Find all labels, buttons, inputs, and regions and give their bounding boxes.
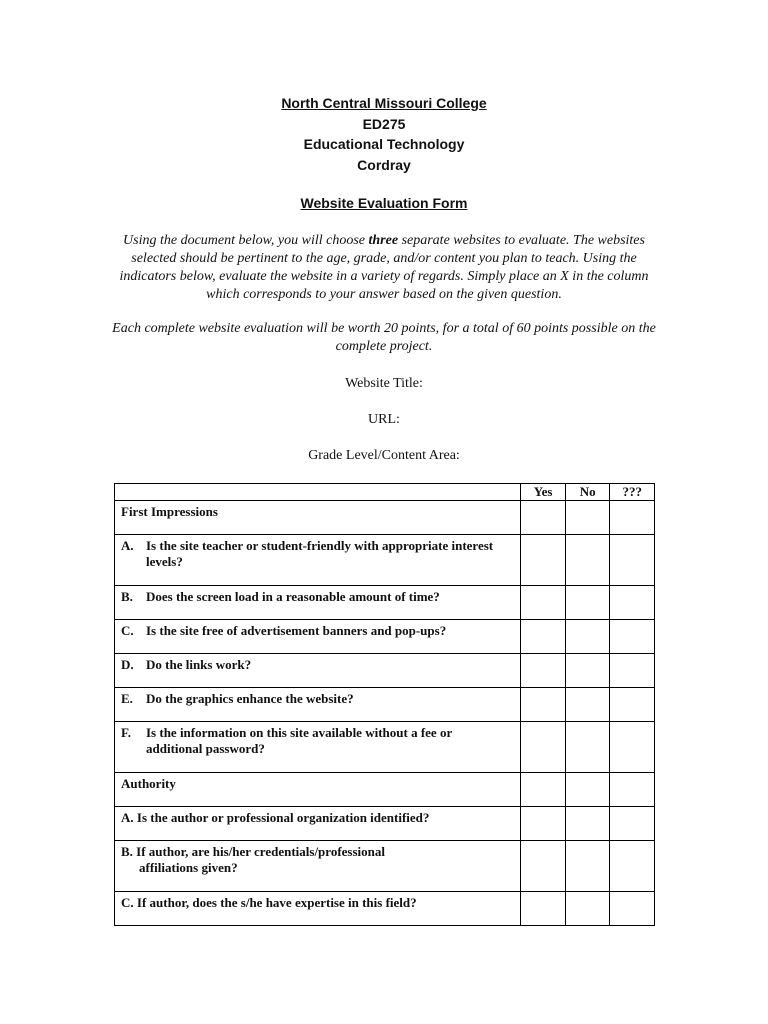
question-letter: F. [121, 725, 131, 740]
question-letter: B. [121, 844, 133, 859]
unsure-cell[interactable] [610, 535, 655, 586]
no-column-header: No [565, 484, 610, 501]
instructions [108, 232, 660, 372]
yes-cell[interactable] [521, 773, 566, 807]
grade-level-field: Grade Level/Content Area: [308, 448, 460, 463]
question-fi-f [115, 722, 521, 773]
question-auth-a [115, 807, 521, 841]
url-field: URL: [368, 412, 400, 427]
question-letter: C. [121, 623, 134, 638]
instructions-emphasis: three [368, 233, 399, 248]
college-name: North Central Missouri College [281, 95, 487, 111]
no-cell[interactable] [565, 722, 610, 773]
yes-cell[interactable] [521, 501, 566, 535]
instructions-text-end: separate websites to evaluate. The websites selected should be pertinent to the age, grade, and/or content you plan to teach. Using the indicators below, evaluate the website in a variety of regards. Simply place an X in the column which corresponds to your answer based on the given question. [119, 233, 649, 302]
no-cell[interactable] [565, 773, 610, 807]
question-letter: D. [121, 657, 134, 672]
question-text: If author, are his/her credentials/professional [136, 844, 385, 859]
no-cell[interactable] [565, 688, 610, 722]
instructor-name: Cordray [357, 156, 411, 173]
question-text: Does the screen load in a reasonable amount of time? [146, 589, 440, 604]
unsure-column-header: ??? [610, 484, 655, 501]
question-fi-a [115, 535, 521, 586]
no-cell[interactable] [565, 892, 610, 926]
no-cell[interactable] [565, 620, 610, 654]
section-title-authority: Authority [115, 773, 521, 807]
yes-cell[interactable] [521, 620, 566, 654]
question-text: Do the links work? [146, 657, 252, 672]
table-row [115, 586, 655, 620]
table-row [115, 892, 655, 926]
question-letter: E. [121, 691, 133, 706]
table-row [115, 688, 655, 722]
website-title-field: Website Title: [345, 376, 423, 391]
unsure-cell[interactable] [610, 807, 655, 841]
course-subject: Educational Technology [303, 136, 465, 152]
unsure-cell[interactable] [610, 773, 655, 807]
section-row-authority [115, 773, 655, 807]
question-text: Is the information on this site available without a fee or [146, 725, 453, 740]
yes-cell[interactable] [521, 722, 566, 773]
evaluation-table [114, 483, 655, 926]
question-auth-c [115, 892, 521, 926]
question-text: If author, does the s/he have expertise in this field? [136, 895, 417, 910]
question-text-continued: affiliations given? [139, 860, 238, 875]
unsure-cell[interactable] [610, 892, 655, 926]
question-text-continued: levels? [146, 554, 183, 569]
question-column-header [115, 484, 521, 501]
no-cell[interactable] [565, 586, 610, 620]
section-row-first-impressions [115, 501, 655, 535]
question-letter: A. [121, 538, 134, 553]
table-header-row [115, 484, 655, 501]
yes-cell[interactable] [521, 807, 566, 841]
unsure-cell[interactable] [610, 841, 655, 892]
yes-cell[interactable] [521, 586, 566, 620]
table-row [115, 841, 655, 892]
question-text: Is the author or professional organization identified? [136, 810, 430, 825]
table-row [115, 654, 655, 688]
no-cell[interactable] [565, 535, 610, 586]
question-text: Is the site teacher or student-friendly with appropriate interest [146, 538, 494, 553]
question-text: Do the graphics enhance the website? [146, 691, 354, 706]
document-header [0, 93, 768, 175]
yes-cell[interactable] [521, 535, 566, 586]
no-cell[interactable] [565, 501, 610, 535]
question-fi-e [115, 688, 521, 722]
question-letter: B. [121, 589, 133, 604]
yes-cell[interactable] [521, 688, 566, 722]
instructions-text-start: Using the document below, you will choose [123, 233, 369, 248]
no-cell[interactable] [565, 841, 610, 892]
table-row [115, 807, 655, 841]
question-fi-b [115, 586, 521, 620]
yes-column-header: Yes [521, 484, 566, 501]
yes-cell[interactable] [521, 892, 566, 926]
question-text-continued: additional password? [146, 741, 265, 756]
yes-cell[interactable] [521, 654, 566, 688]
question-fi-d [115, 654, 521, 688]
table-row [115, 535, 655, 586]
course-code: ED275 [362, 115, 406, 132]
table-row [115, 620, 655, 654]
no-cell[interactable] [565, 654, 610, 688]
unsure-cell[interactable] [610, 620, 655, 654]
unsure-cell[interactable] [610, 688, 655, 722]
unsure-cell[interactable] [610, 722, 655, 773]
instructions-paragraph-2: Each complete website evaluation will be worth 20 points, for a total of 60 points possible on the complete project. [112, 321, 656, 354]
instructions-paragraph-1 [108, 232, 660, 304]
yes-cell[interactable] [521, 841, 566, 892]
question-auth-b [115, 841, 521, 892]
unsure-cell[interactable] [610, 501, 655, 535]
question-fi-c [115, 620, 521, 654]
question-letter: C. [121, 895, 134, 910]
unsure-cell[interactable] [610, 586, 655, 620]
unsure-cell[interactable] [610, 654, 655, 688]
section-title-first-impressions: First Impressions [115, 501, 521, 535]
question-letter: A. [121, 810, 134, 825]
question-text: Is the site free of advertisement banners and pop-ups? [146, 623, 447, 638]
form-title: Website Evaluation Form [300, 195, 468, 211]
no-cell[interactable] [565, 807, 610, 841]
table-row [115, 722, 655, 773]
